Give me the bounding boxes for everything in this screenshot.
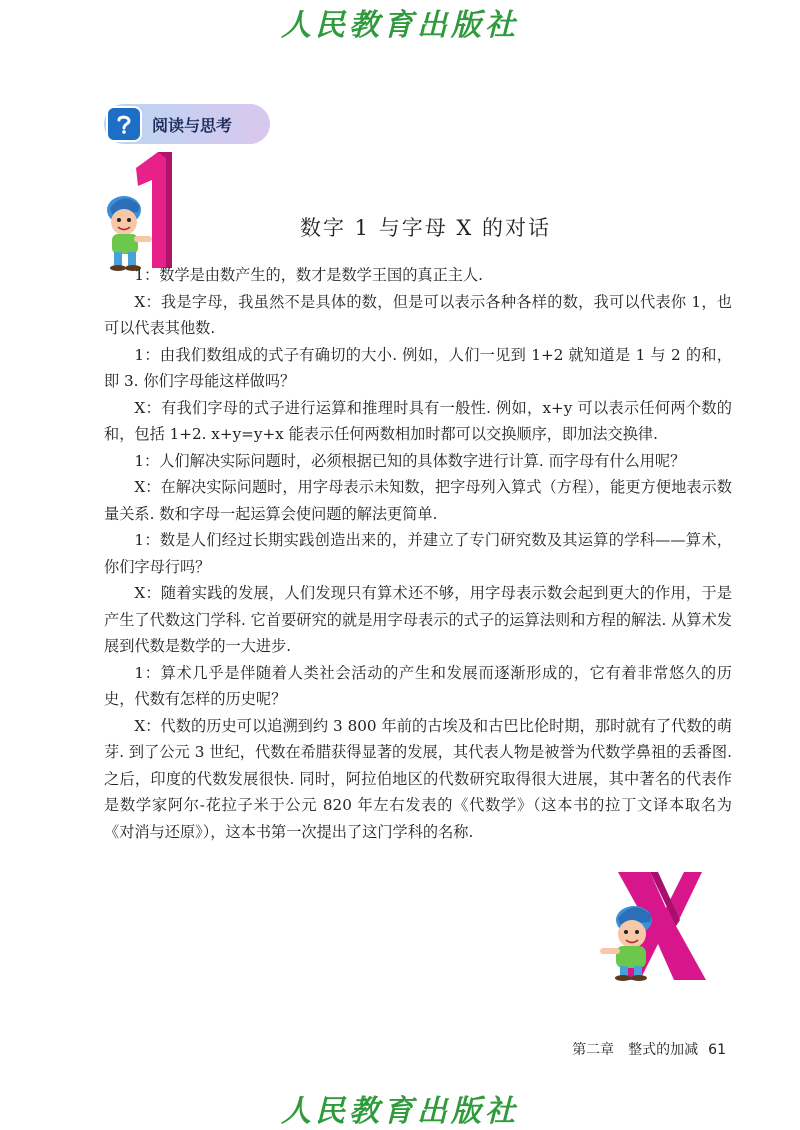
publisher-logo-bottom: 人民教育出版社 <box>281 1094 519 1129</box>
paragraph: X：在解决实际问题时，用字母表示未知数，把字母列入算式（方程），能更方便地表示数量关系. 数和字母一起运算会使问题的解法更简单. <box>104 478 732 523</box>
page-footer <box>572 1039 726 1059</box>
paragraph: 1：人们解决实际问题时，必须根据已知的具体数字进行计算. 而字母有什么用呢？ <box>134 451 686 470</box>
letter-x-illustration <box>588 868 710 984</box>
page-number: 61 <box>708 1042 726 1058</box>
section-label: 阅读与思考 <box>152 115 233 135</box>
section-badge <box>104 104 270 144</box>
chapter-title: 第二章 整式的加减 <box>572 1042 699 1058</box>
paragraph: X：随着实践的发展，人们发现只有算术还不够，用字母表示数会起到更大的作用，于是产生了代数这门学科. 它首要研究的就是用字母表示的式子的运算法则和方程的解法. 从算术发展到代数是数学的一大进步. <box>104 584 732 655</box>
digit-one-illustration <box>98 150 190 272</box>
paragraph: 1：由我们数组成的式子有确切的大小. 例如，人们一见到 1+2 就知道是 1 与 2 的和，即 3. 你们字母能这样做吗？ <box>104 345 732 390</box>
paragraph: X：我是字母，我虽然不是具体的数，但是可以表示各种各样的数，我可以代表你 1，也可以代表其他数. <box>104 292 732 337</box>
paragraph: 1：算术几乎是伴随着人类社会活动的产生和发展而逐渐形成的，它有着非常悠久的历史，代数有怎样的历史呢？ <box>104 663 732 708</box>
paragraph: X：代数的历史可以追溯到约 3 800 年前的古埃及和古巴比伦时期，那时就有了代数的萌芽. 到了公元 3 世纪，代数在希腊获得显著的发展，其代表人物是被誉为代数学鼻祖的丢番图. 之后，印度的代数发展很快. 同时，阿拉伯地区的代数研究取得很大进展，其中著名的代表作是数学家阿尔-花拉子米于公元 820 年左右发表的《代数学》（这本书的拉丁文译本取名为《对消与还原》），这本书第一次提出了这门学科的名称. <box>104 716 732 841</box>
question-icon <box>106 106 142 142</box>
paragraph: 1：数学是由数产生的，数才是数学王国的真正主人. <box>134 266 484 284</box>
paragraph: 1：数是人们经过长期实践创造出来的，并建立了专门研究数及其运算的学科——算术，你们字母行吗？ <box>104 531 732 576</box>
article-body <box>104 262 732 845</box>
article-title: 数字 1 与字母 X 的对话 <box>300 216 552 240</box>
publisher-logo-top: 人民教育出版社 <box>281 8 519 43</box>
paragraph: X：有我们字母的式子进行运算和推理时具有一般性. 例如，x+y 可以表示任何两个数的和，包括 1+2. x+y=y+x 能表示任何两数相加时都可以交换顺序，即加法交换律. <box>104 398 732 443</box>
